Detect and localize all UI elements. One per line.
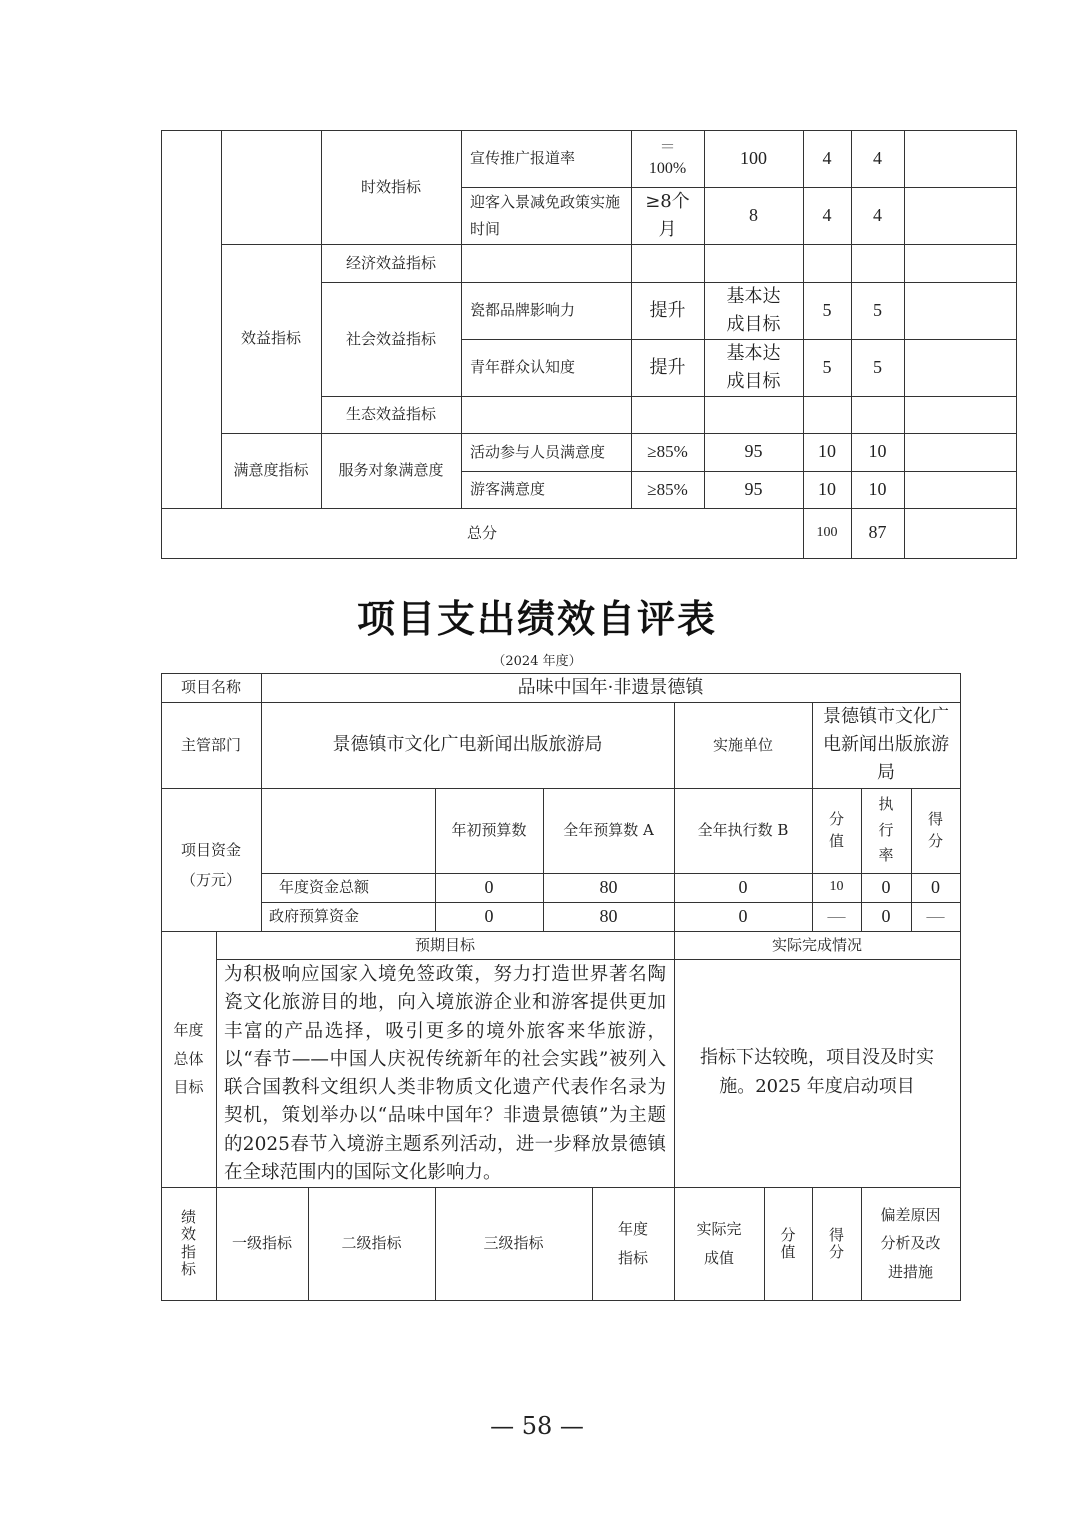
target-eq: ＝	[659, 138, 676, 156]
weight-cell: 4	[822, 204, 832, 225]
actual-label: 实际完成情况	[771, 935, 862, 954]
funds-header-rate: 执行率	[878, 795, 894, 865]
project-name: 品味中国年·非遗景德镇	[517, 676, 704, 698]
page-number: — 58 —	[490, 1412, 584, 1440]
perf-header-level1: 一级指标	[231, 1234, 292, 1253]
perf-header-level3: 三级指标	[483, 1234, 544, 1253]
target-cell: ≥85%	[647, 479, 688, 499]
funds-header-exec: 全年执行数 B	[697, 821, 789, 840]
perf-label: 绩效指标	[180, 1208, 196, 1278]
level1-satisfaction: 满意度指标	[233, 461, 309, 480]
level3-cell: 宣传推广报道率	[470, 149, 576, 168]
funds-score: —	[926, 905, 945, 926]
total-weight: 100	[816, 524, 838, 540]
funds-exec: 0	[738, 876, 748, 897]
funds-unit: （万元）	[180, 870, 241, 889]
form-title: 项目支出绩效自评表	[356, 597, 717, 641]
level3-cell: 迎客入景减免政策实施时间	[470, 192, 621, 238]
actual-cell: 100	[740, 147, 767, 168]
score-cell: 5	[873, 299, 882, 320]
target-cell: 提升	[649, 356, 686, 378]
weight-cell: 5	[822, 356, 832, 377]
funds-label-text: 项目资金	[180, 840, 241, 859]
funds-score: 0	[931, 876, 940, 897]
expected-text: 为积极响应国家入境免签政策，努力打造世界著名陶瓷文化旅游目的地，向入境旅游企业和游客提供更加丰富的产品选择，吸引更多的境外旅客来华旅游，以“春节——中国人庆祝传统新年的社会实践”被列入联合国教科文组织人类非物质文化遗产代表作名录为契机，策划举办以“品味中国年？非遗景德镇”为主题的2025春节入境游主题系列活动，进一步释放景德镇在全球范围内的国际文化影响力。	[224, 964, 666, 1184]
weight-cell: 5	[822, 299, 832, 320]
score-cell: 4	[873, 204, 882, 225]
level3-cell: 活动参与人员满意度	[470, 442, 606, 461]
project-name-label: 项目名称	[180, 678, 241, 697]
funds-initial: 0	[484, 876, 494, 897]
impl-value: 景德镇市文化广电新闻出版旅游局	[823, 706, 949, 783]
actual-cell: 8	[749, 204, 758, 225]
perf-header-actual: 实际完成值	[696, 1220, 742, 1267]
dept-value: 景德镇市文化广电新闻出版旅游局	[332, 734, 603, 756]
weight-cell: 10	[818, 478, 836, 499]
score-cell: 5	[873, 356, 882, 377]
funds-full: 80	[599, 905, 618, 926]
score-cell: 10	[868, 478, 887, 499]
perf-header-annual: 年度指标	[617, 1220, 648, 1267]
funds-header-full: 全年预算数 A	[563, 821, 654, 840]
dept-label: 主管部门	[180, 735, 241, 754]
target-value: 100%	[648, 159, 687, 177]
form-year: （2024 年度）	[492, 654, 582, 669]
target-cell: ≥85%	[647, 442, 688, 462]
perf-header-weight: 分值	[780, 1226, 796, 1261]
score-cell: 4	[873, 147, 882, 168]
total-score: 87	[868, 522, 887, 543]
funds-header-score: 得分	[927, 809, 943, 850]
funds-label	[161, 788, 261, 931]
level3-cell: 瓷都品牌影响力	[470, 301, 576, 320]
actual-cell: 95	[744, 441, 763, 462]
expected-label: 预期目标	[414, 935, 475, 954]
funds-header-initial: 年初预算数	[451, 821, 527, 840]
score-cell: 10	[868, 441, 887, 462]
target-cell: 提升	[649, 299, 686, 321]
actual-cell: 基本达成目标	[726, 285, 781, 335]
perf-header-score: 得分	[828, 1226, 844, 1261]
level2-ecological: 生态效益指标	[345, 405, 436, 424]
level2-timeliness: 时效指标	[360, 177, 421, 196]
level3-cell: 青年群众认知度	[470, 358, 576, 377]
actual-cell: 95	[744, 478, 763, 499]
goal-label: 年度总体目标	[173, 1021, 204, 1097]
perf-header-level2: 二级指标	[341, 1234, 402, 1253]
perf-header-deviation: 偏差原因分析及改进措施	[880, 1205, 941, 1281]
funds-row-label: 年度资金总额	[279, 878, 370, 897]
level2-social: 社会效益指标	[345, 329, 436, 348]
level2-economic: 经济效益指标	[345, 253, 436, 272]
funds-weight: 10	[829, 879, 844, 895]
weight-cell: 10	[818, 441, 836, 462]
funds-rate: 0	[881, 876, 891, 897]
level2-service-satisfaction: 服务对象满意度	[338, 461, 444, 480]
target-cell	[631, 130, 704, 187]
level3-cell: 游客满意度	[470, 480, 546, 499]
funds-full: 80	[599, 876, 618, 897]
target-cell: ≥8个月	[645, 190, 690, 240]
total-label: 总分	[466, 523, 497, 542]
actual-cell: 基本达成目标	[726, 342, 781, 392]
funds-row-label: 政府预算资金	[269, 907, 360, 926]
level1-benefit: 效益指标	[240, 329, 301, 348]
funds-weight: —	[827, 905, 846, 926]
actual-text: 指标下达较晚，项目没及时实施。2025 年度启动项目	[700, 1047, 934, 1097]
funds-initial: 0	[484, 905, 494, 926]
impl-label: 实施单位	[712, 735, 773, 754]
funds-header-weight: 分值	[828, 809, 844, 850]
weight-cell: 4	[822, 147, 832, 168]
funds-exec: 0	[738, 905, 748, 926]
funds-rate: 0	[881, 905, 891, 926]
